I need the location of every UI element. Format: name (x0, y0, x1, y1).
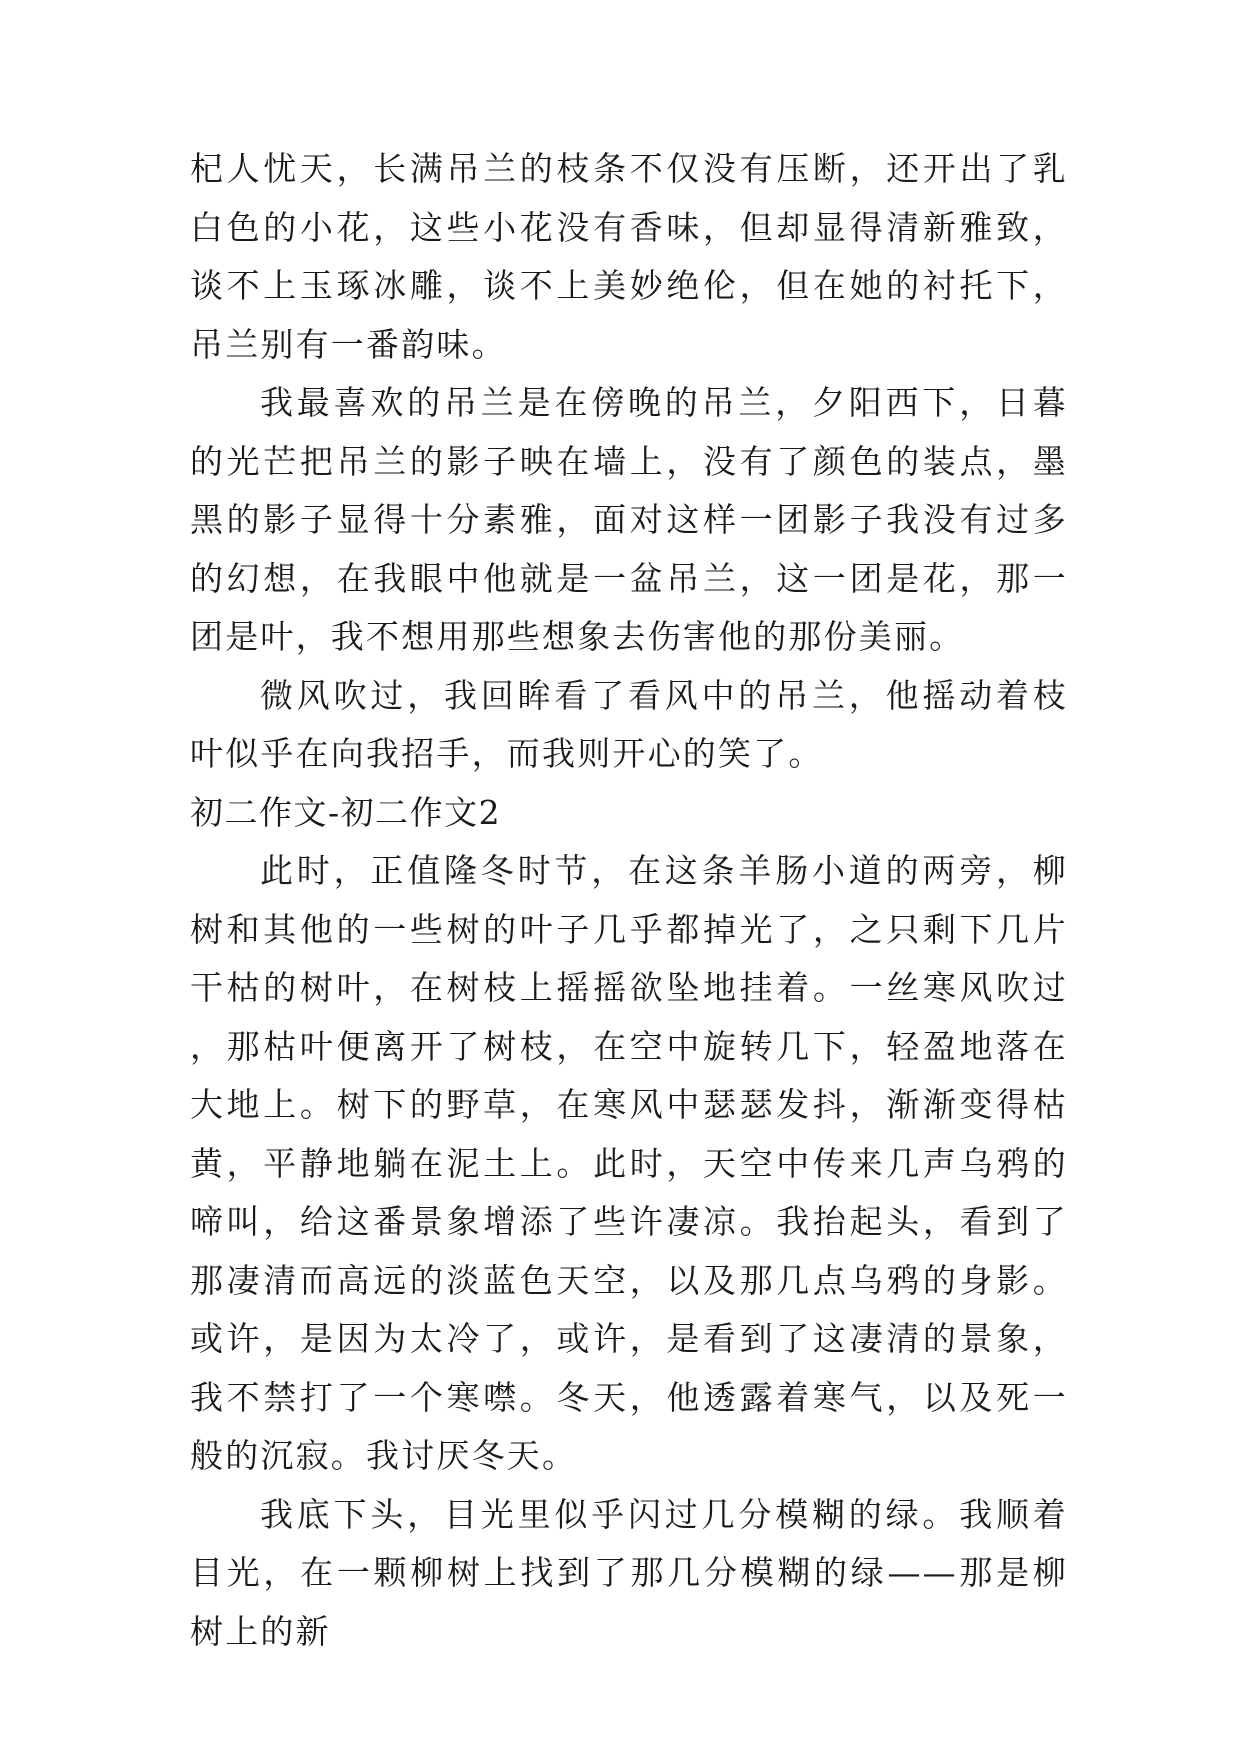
document-body (190, 140, 1068, 1661)
section-heading: 初二作文-初二作文2 (190, 792, 502, 832)
paragraph-1: 杞人忧天，长满吊兰的枝条不仅没有压断，还开出了乳白色的小花，这些小花没有香味，但却显得清新雅致，谈不上玉琢冰雕，谈不上美妙绝伦，但在她的衬托下，吊兰别有一番韵味。 (190, 149, 1068, 364)
paragraph-4: 此时，正值隆冬时节，在这条羊肠小道的两旁，柳树和其他的一些树的叶子几乎都掉光了，之只剩下几片干枯的树叶，在树枝上摇摇欲坠地挂着。一丝寒风吹过，那枯叶便离开了树枝，在空中旋转几下，轻盈地落在大地上。树下的野草，在寒风中瑟瑟发抖，渐渐变得枯黄，平静地躺在泥土上。此时，天空中传来几声乌鸦的啼叫，给这番景象增添了些许凄凉。我抬起头，看到了那凄清而高远的淡蓝色天空，以及那几点乌鸦的身影。或许，是因为太冷了，或许，是看到了这凄清的景象，我不禁打了一个寒噤。冬天，他透露着寒气，以及死一般的沉寂。我讨厌冬天。 (190, 851, 1068, 1475)
paragraph-2: 我最喜欢的吊兰是在傍晚的吊兰，夕阳西下，日暮的光芒把吊兰的影子映在墙上，没有了颜色的装点，墨黑的影子显得十分素雅，面对这样一团影子我没有过多的幻想，在我眼中他就是一盆吊兰，这一团是花，那一团是叶，我不想用那些想象去伤害他的那份美丽。 (190, 383, 1068, 656)
paragraph-5: 我底下头，目光里似乎闪过几分模糊的绿。我顺着目光，在一颗柳树上找到了那几分模糊的绿——那是柳树上的新 (190, 1494, 1068, 1651)
paragraph-3: 微风吹过，我回眸看了看风中的吊兰，他摇动着枝叶似乎在向我招手，而我则开心的笑了。 (190, 675, 1068, 773)
